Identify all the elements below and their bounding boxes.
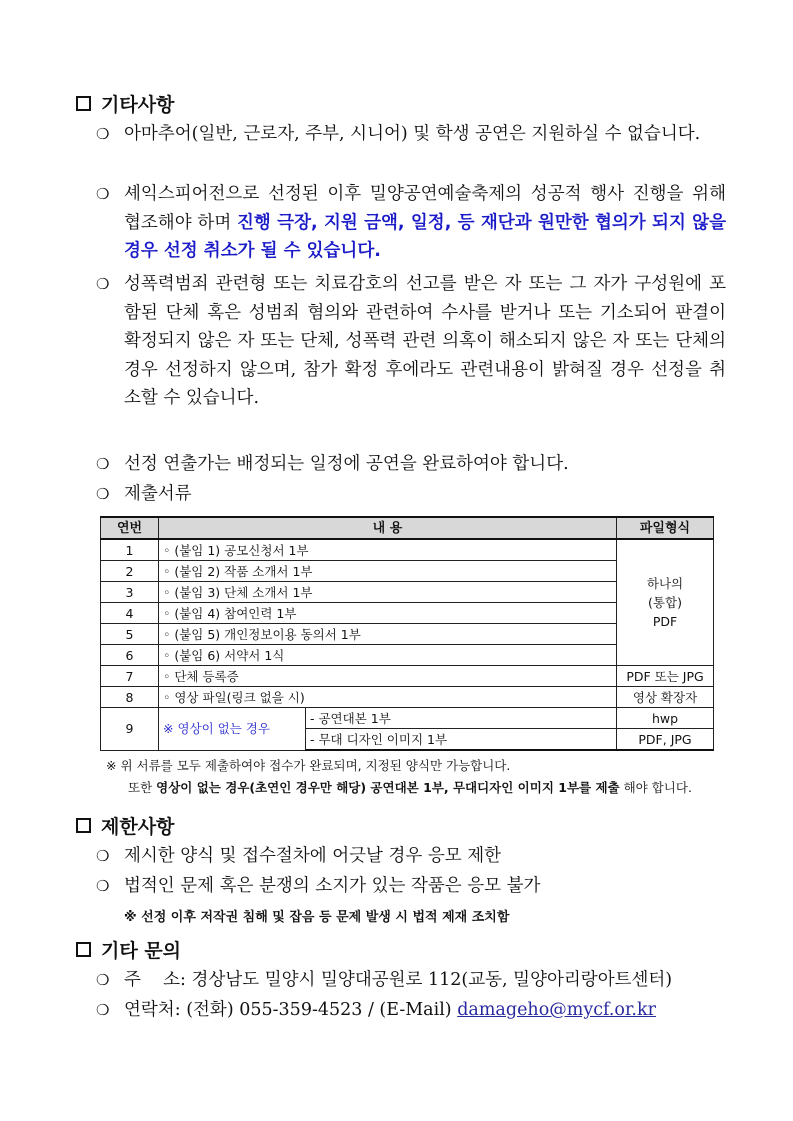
circle-bullet-icon: ❍ — [96, 877, 110, 895]
row-number: 4 — [101, 603, 159, 624]
header-content: 내 용 — [159, 517, 617, 539]
section-title-text: 기타 문의 — [101, 940, 182, 962]
circle-bullet-icon: ❍ — [96, 485, 110, 503]
address-line — [124, 966, 736, 995]
format-line: 하나의 — [646, 576, 684, 591]
section-title-inquiry — [76, 936, 181, 963]
row-content: ◦ (붙임 5) 개인정보이용 동의서 1부 — [159, 624, 617, 645]
row-format: PDF 또는 JPG — [617, 666, 714, 687]
row-format: hwp — [617, 708, 714, 729]
item-text: 제출서류 — [124, 484, 192, 504]
list-item — [96, 872, 726, 901]
note-emphasis: 영상이 없는 경우(초연인 경우만 해당) 공연대본 1부, 무대디자인 이미지 1부를 제출 — [156, 780, 620, 795]
row-number: 2 — [101, 561, 159, 582]
legal-warning: ※ 선정 이후 저작권 침해 및 잡음 등 문제 발생 시 법적 제재 조치함 — [124, 910, 510, 925]
format-line: (통합) — [648, 595, 682, 610]
list-item — [96, 180, 726, 266]
address-label: 주 소: — [124, 970, 186, 990]
list-item — [96, 480, 726, 509]
checkbox-square-icon — [76, 818, 91, 833]
row-number: 3 — [101, 582, 159, 603]
section-title-text: 기타사항 — [101, 94, 175, 116]
row-number: 8 — [101, 687, 159, 708]
item-text — [124, 180, 726, 266]
item-text-emphasis: 진행 극장, 지원 금액, 일정, 등 재단과 원만한 협의가 되지 않을 경우 선정 취소가 될 수 있습니다. — [124, 212, 726, 261]
circle-bullet-icon: ❍ — [96, 185, 110, 203]
row-format: 영상 확장자 — [617, 687, 714, 708]
email-link[interactable]: damageho@mycf.or.kr — [457, 1000, 656, 1020]
row-number: 6 — [101, 645, 159, 666]
list-item — [96, 996, 736, 1025]
merged-format-cell — [617, 539, 714, 666]
sub-item-script: - 공연대본 1부 — [306, 708, 617, 729]
item-text: 법적인 문제 혹은 분쟁의 소지가 있는 작품은 응모 불가 — [124, 876, 541, 896]
checkbox-square-icon — [76, 942, 91, 957]
table-row — [101, 687, 714, 708]
row-number: 5 — [101, 624, 159, 645]
header-file-format: 파일형식 — [617, 517, 714, 539]
note-prefix: 또한 — [128, 780, 157, 795]
format-line: PDF — [652, 614, 678, 629]
row-content: ◦ (붙임 6) 서약서 1식 — [159, 645, 617, 666]
item-text: 성폭력범죄 관련형 또는 치료감호의 선고를 받은 자 또는 그 자가 구성원에 포함된 단체 혹은 성범죄 혐의와 관련하여 수사를 받거나 또는 기소되어 판결이 확정되지 않은 자 또는 단체, 성폭력 관련 의혹이 해소되지 않은 자 또는 단체의 경우 선정하지 않으며, 참가 확정 후에라도 관련내용이 밝혀질 경우 선정을 취소할 수 있습니다. — [124, 274, 726, 408]
circle-bullet-icon: ❍ — [96, 847, 110, 865]
header-number: 연번 — [101, 517, 159, 539]
row-content: ◦ (붙임 4) 참여인력 1부 — [159, 603, 617, 624]
table-row — [101, 708, 714, 729]
circle-bullet-icon: ❍ — [96, 455, 110, 473]
item-text-plain: 셰익스피어전으로 선정된 이후 밀양공연예술축제의 성공적 행사 진행을 위해 협조해야 하며 — [124, 184, 726, 233]
item-text: 아마추어(일반, 근로자, 주부, 시니어) 및 학생 공연은 지원하실 수 없습니다. — [124, 124, 701, 144]
section-title-restrictions — [76, 812, 174, 839]
checkbox-square-icon — [76, 96, 91, 111]
row-number: 7 — [101, 666, 159, 687]
list-item — [96, 120, 726, 149]
row-number: 9 — [101, 708, 159, 751]
list-item — [96, 450, 726, 479]
no-video-label: ※ 영상이 없는 경우 — [159, 708, 306, 751]
note-line-2 — [128, 778, 692, 798]
row-content: ◦ (붙임 1) 공모신청서 1부 — [159, 539, 617, 561]
table-row — [101, 539, 714, 561]
address-value: 경상남도 밀양시 밀양대공원로 112(교동, 밀양아리랑아트센터) — [191, 970, 673, 990]
list-item — [96, 966, 736, 995]
table-header-row — [101, 517, 714, 539]
note-suffix: 해야 합니다. — [619, 780, 692, 795]
circle-bullet-icon: ❍ — [96, 125, 110, 143]
row-content: ◦ 영상 파일(링크 없을 시) — [159, 687, 617, 708]
sub-item-stage-design: - 무대 디자인 이미지 1부 — [306, 729, 617, 751]
list-item — [96, 270, 726, 413]
row-format: PDF, JPG — [617, 729, 714, 751]
contact-label: 연락처: — [124, 1000, 181, 1020]
row-content: ◦ 단체 등록증 — [159, 666, 617, 687]
note-line-1: ※ 위 서류를 모두 제출하여야 접수가 완료되며, 지정된 양식만 가능합니다. — [106, 758, 511, 773]
circle-bullet-icon: ❍ — [96, 971, 110, 989]
contact-phone: (전화) 055-359-4523 / (E-Mail) — [186, 1000, 458, 1020]
section-title-text: 제한사항 — [101, 816, 175, 838]
row-content: ◦ (붙임 3) 단체 소개서 1부 — [159, 582, 617, 603]
list-item — [96, 842, 726, 871]
contact-line — [124, 996, 736, 1025]
row-number: 1 — [101, 539, 159, 561]
submission-documents-table — [100, 516, 714, 751]
circle-bullet-icon: ❍ — [96, 1001, 110, 1019]
item-text: 선정 연출가는 배정되는 일정에 공연을 완료하여야 합니다. — [124, 454, 569, 474]
circle-bullet-icon: ❍ — [96, 275, 110, 293]
item-text: 제시한 양식 및 접수절차에 어긋날 경우 응모 제한 — [124, 846, 502, 866]
section-title-misc — [76, 90, 174, 117]
row-content: ◦ (붙임 2) 작품 소개서 1부 — [159, 561, 617, 582]
table-row — [101, 666, 714, 687]
